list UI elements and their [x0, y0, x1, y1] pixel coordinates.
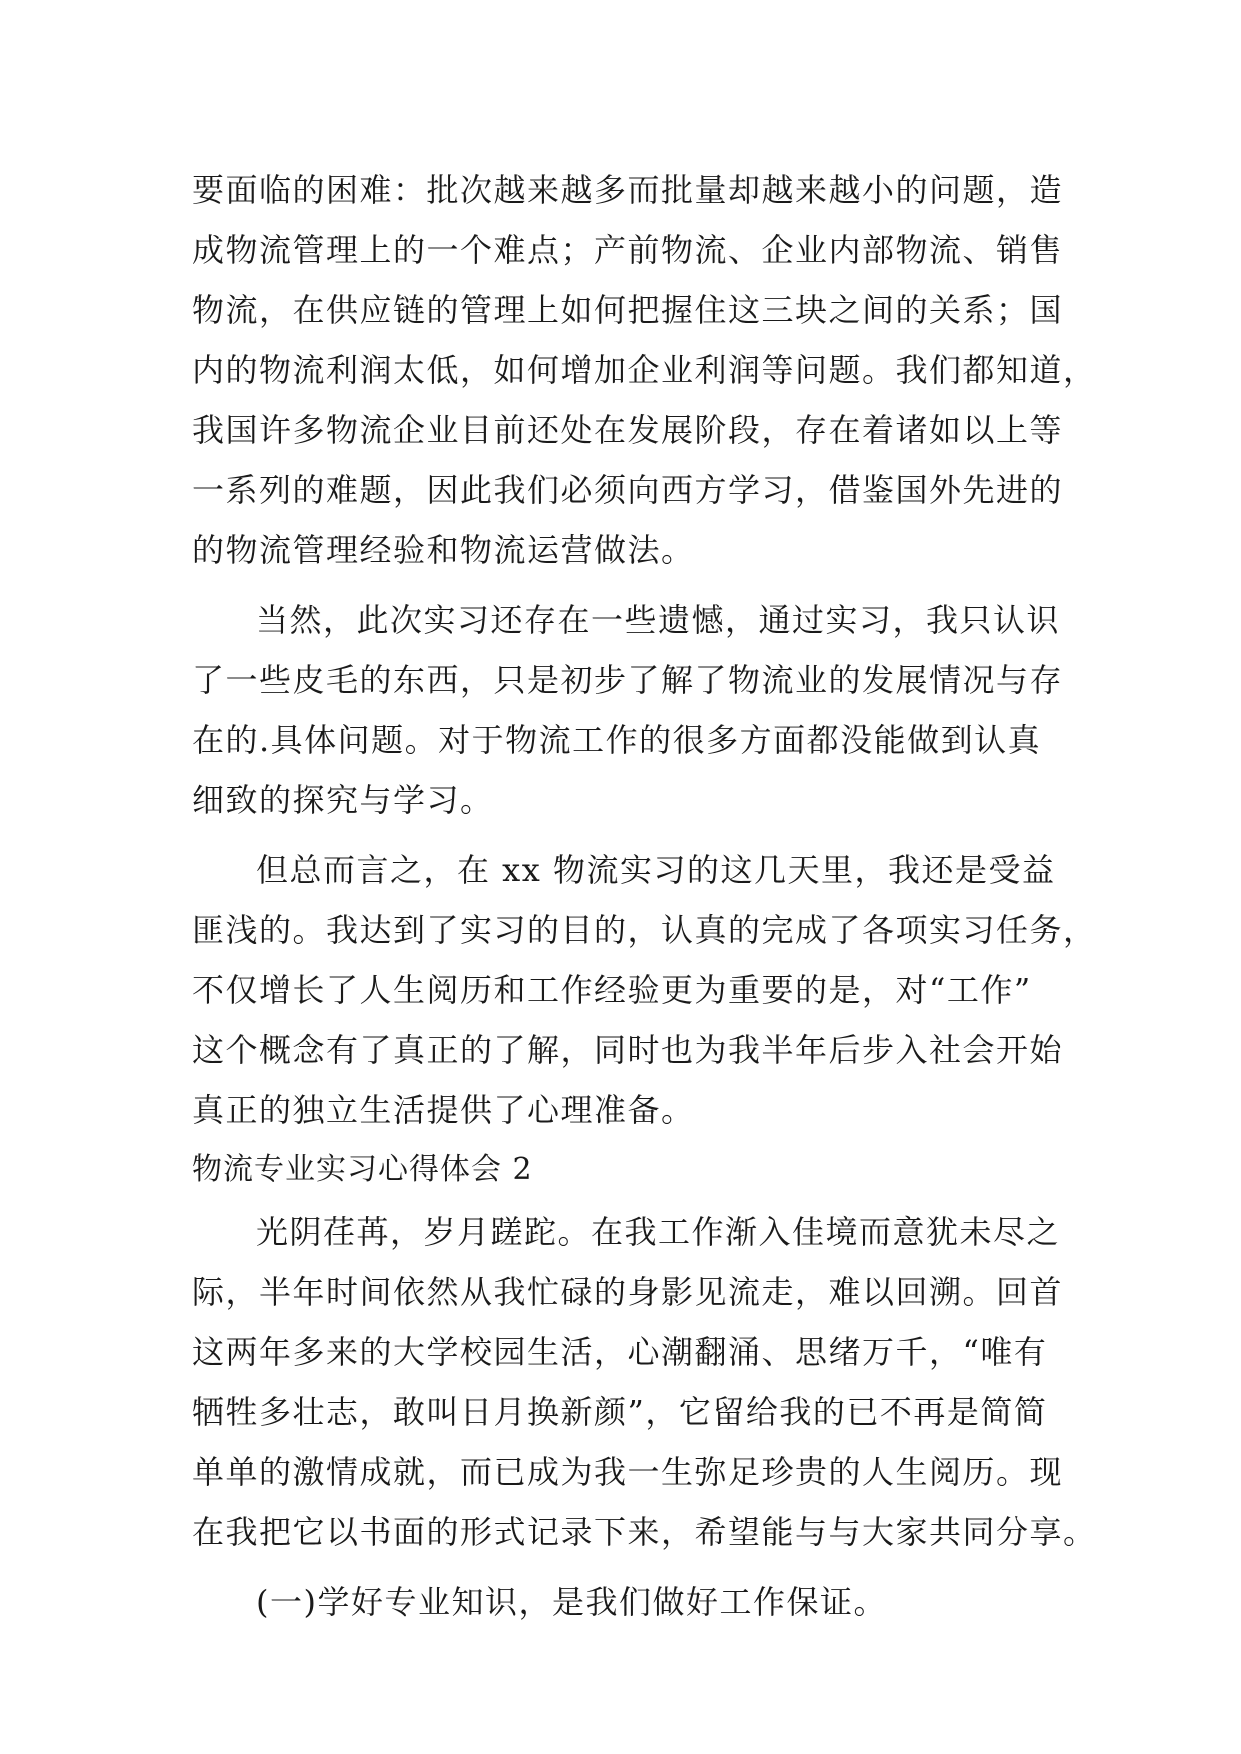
- paragraph-line: 牺牲多壮志，敢叫日月换新颜”，它留给我的已不再是简简: [192, 1393, 1048, 1431]
- paragraph-line: 光阴荏苒，岁月蹉跎。在我工作渐入佳境而意犹未尽之: [256, 1213, 1061, 1251]
- paragraph-line: 了一些皮毛的东西，只是初步了解了物流业的发展情况与存: [192, 661, 1064, 699]
- paragraph-line: 要面临的困难：批次越来越多而批量却越来越小的问题，造: [192, 171, 1064, 209]
- paragraph-line: 单单的激情成就，而已成为我一生弥足珍贵的人生阅历。现: [192, 1453, 1064, 1491]
- paragraph-line: 际，半年时间依然从我忙碌的身影见流走，难以回溯。回首: [192, 1273, 1064, 1311]
- section-heading: 物流专业实习心得体会 2: [192, 1152, 533, 1187]
- paragraph-line: 真正的独立生活提供了心理准备。: [192, 1091, 695, 1129]
- paragraph-line: 但总而言之，在 xx 物流实习的这几天里，我还是受益: [256, 851, 1056, 889]
- paragraph-line: 匪浅的。我达到了实习的目的，认真的完成了各项实习任务，: [192, 911, 1097, 949]
- paragraph-line: 在我把它以书面的形式记录下来，希望能与与大家共同分享。: [192, 1513, 1097, 1551]
- paragraph-line: 物流，在供应链的管理上如何把握住这三块之间的关系；国: [192, 291, 1064, 329]
- paragraph-line: 内的物流利润太低，如何增加企业利润等问题。我们都知道，: [192, 351, 1097, 389]
- paragraph-line: 我国许多物流企业目前还处在发展阶段，存在着诸如以上等: [192, 411, 1064, 449]
- paragraph-line: 一系列的难题，因此我们必须向西方学习，借鉴国外先进的: [192, 471, 1064, 509]
- paragraph-line: 成物流管理上的一个难点；产前物流、企业内部物流、销售: [192, 231, 1064, 269]
- paragraph-line: (一)学好专业知识，是我们做好工作保证。: [256, 1583, 887, 1621]
- paragraph-line: 不仅增长了人生阅历和工作经验更为重要的是，对“工作”: [192, 971, 1032, 1009]
- paragraph-line: 在的.具体问题。对于物流工作的很多方面都没能做到认真: [192, 721, 1042, 759]
- paragraph-line: 的物流管理经验和物流运营做法。: [192, 531, 695, 569]
- paragraph-line: 当然，此次实习还存在一些遗憾，通过实习，我只认识: [256, 601, 1061, 639]
- paragraph-line: 这两年多来的大学校园生活，心潮翻涌、思绪万千，“唯有: [192, 1333, 1048, 1371]
- paragraph-line: 细致的探究与学习。: [192, 781, 494, 819]
- paragraph-line: 这个概念有了真正的了解，同时也为我半年后步入社会开始: [192, 1031, 1064, 1069]
